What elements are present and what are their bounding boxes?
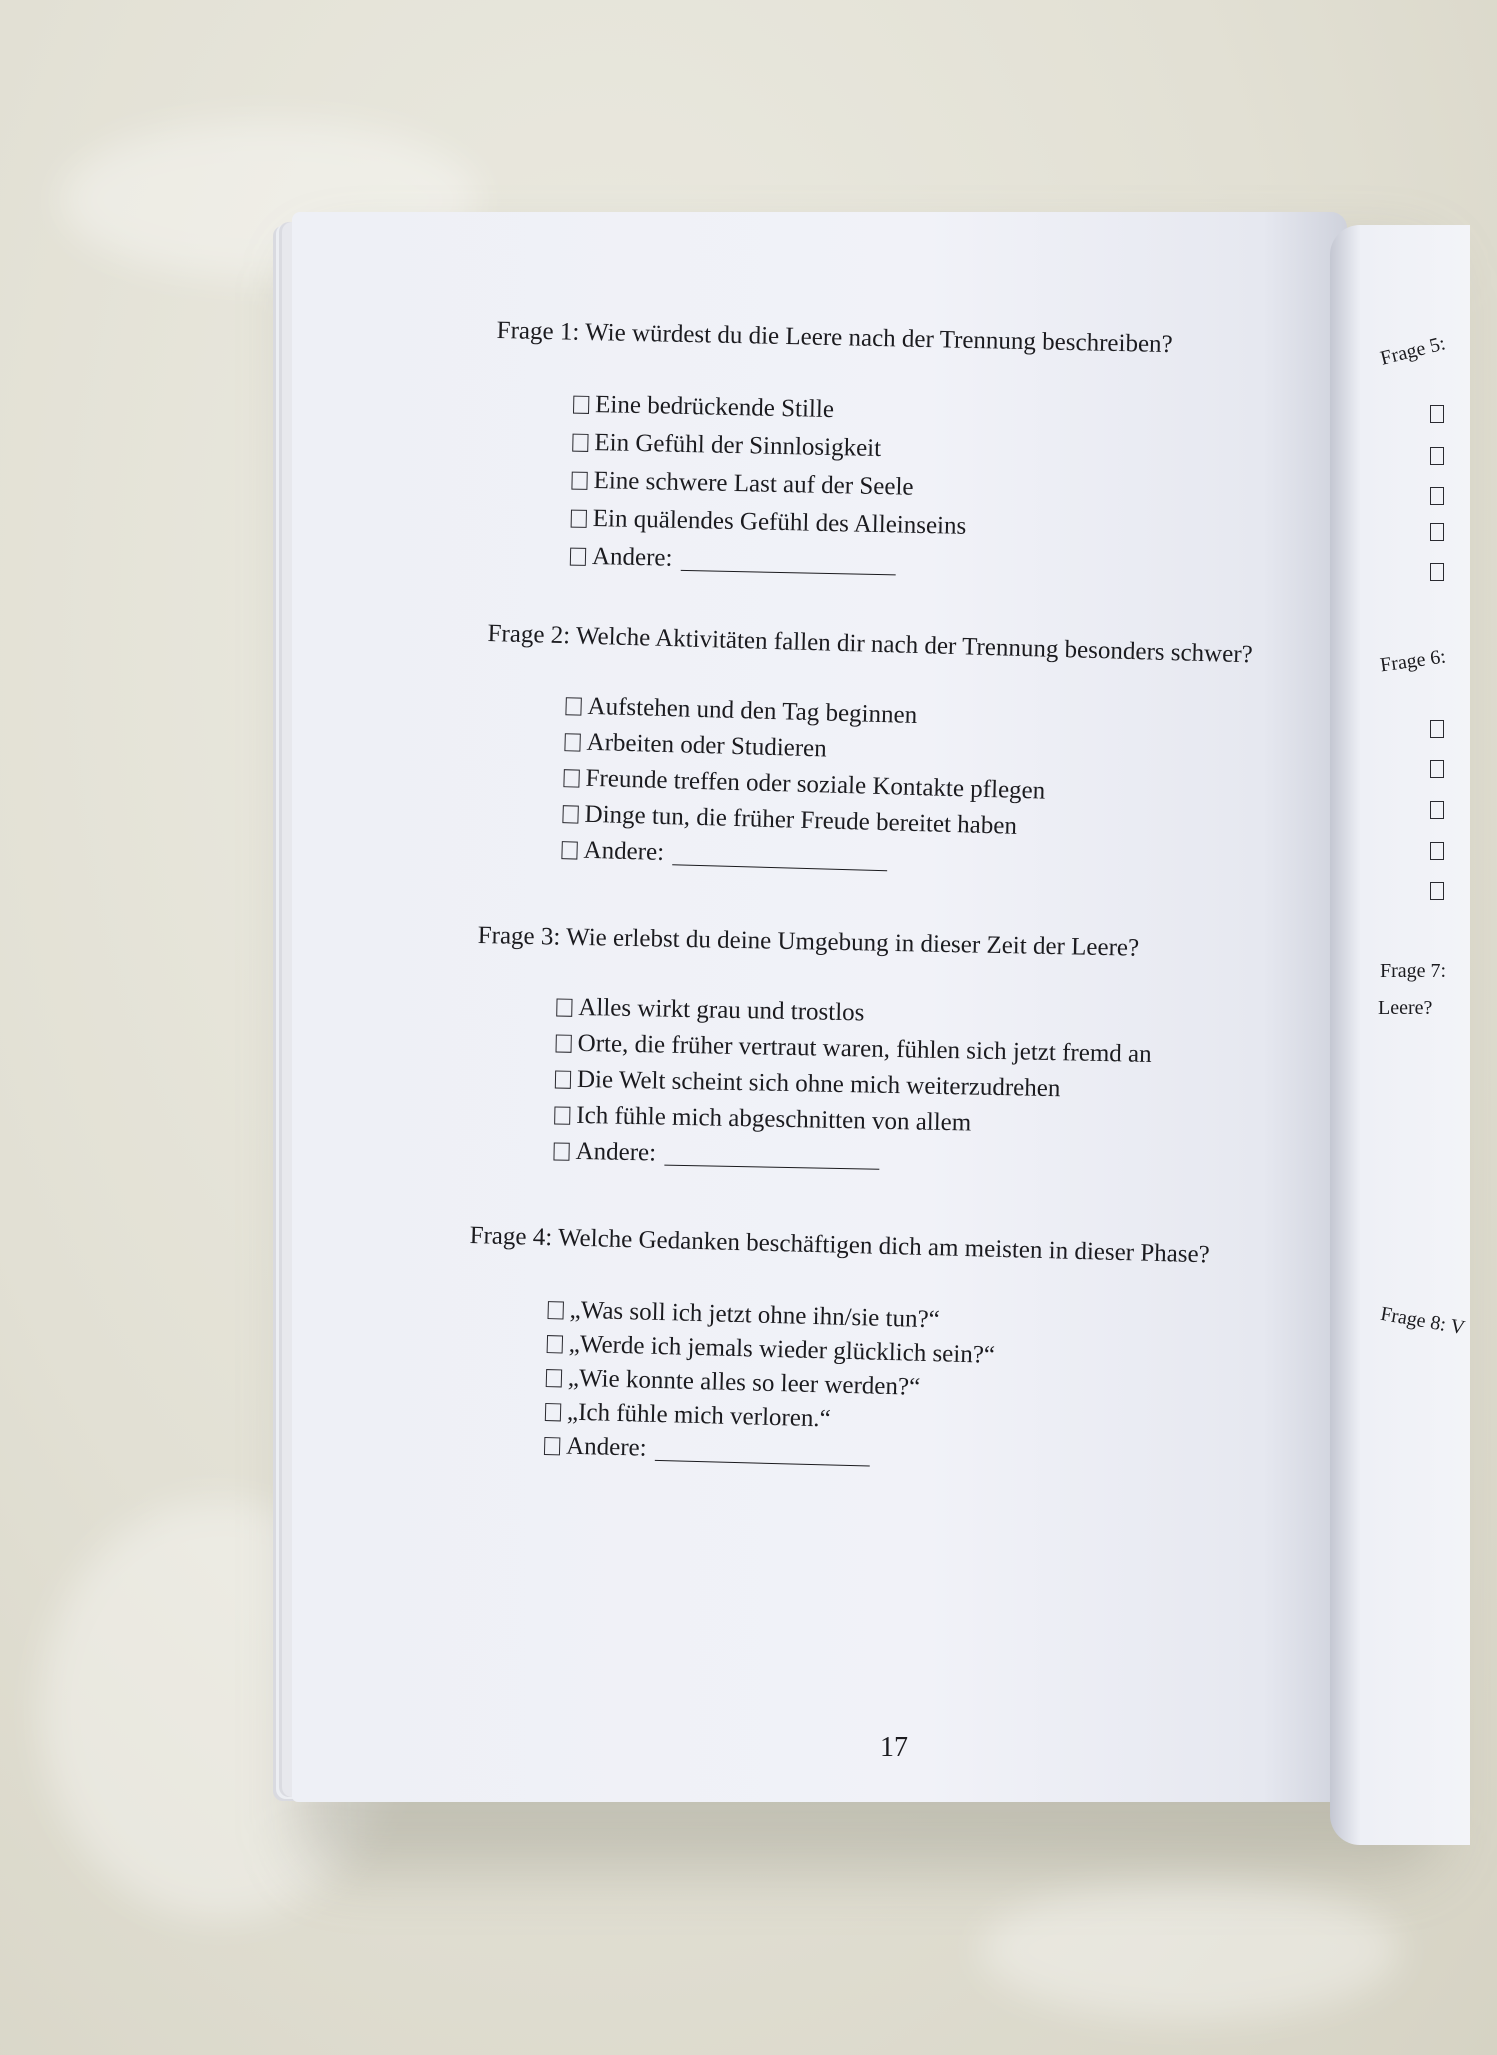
checkbox-icon[interactable] <box>546 1369 562 1387</box>
option[interactable]: Orte, die früher vertraut waren, fühlen sich jetzt fremd an <box>555 1030 1151 1069</box>
question-title: Frage 4: Welche Gedanken beschäftigen dich am meisten in dieser Phase? <box>469 1222 1211 1269</box>
page-number: 17 <box>880 1732 908 1763</box>
checkbox-icon <box>1430 842 1444 860</box>
left-page <box>292 212 1347 1802</box>
option[interactable]: Aufstehen und den Tag beginnen <box>565 692 917 730</box>
checkbox-icon[interactable] <box>565 697 581 715</box>
checkbox-icon[interactable] <box>547 1301 563 1319</box>
option-other[interactable]: Andere: <box>561 836 887 873</box>
question-title: Frage 1: Wie würdest du die Leere nach der Trennung beschreiben? <box>496 317 1173 359</box>
checkbox-icon[interactable] <box>571 510 587 528</box>
option[interactable]: Dinge tun, die früher Freude bereitet haben <box>562 800 1017 841</box>
answer-line[interactable] <box>654 1437 870 1466</box>
checkbox-icon[interactable] <box>544 1437 560 1455</box>
option[interactable]: „Ich fühle mich verloren.“ <box>545 1398 831 1433</box>
right-question-label: Frage 5: <box>1378 332 1448 370</box>
checkbox-icon[interactable] <box>563 769 579 787</box>
option[interactable]: Freunde treffen oder soziale Kontakte pflegen <box>563 764 1045 805</box>
checkbox-icon[interactable] <box>572 434 588 452</box>
option[interactable]: Arbeiten oder Studieren <box>564 728 827 763</box>
right-question-label: Leere? <box>1378 997 1433 1019</box>
option[interactable]: „Wie konnte alles so leer werden?“ <box>546 1364 921 1402</box>
right-page <box>1330 225 1470 1845</box>
fabric-highlight <box>980 1880 1400 2020</box>
option-other[interactable]: Andere: <box>544 1432 870 1469</box>
checkbox-icon <box>1430 405 1444 423</box>
checkbox-icon[interactable] <box>571 472 587 490</box>
checkbox-icon <box>1430 447 1444 465</box>
option-other[interactable]: Andere: <box>570 543 896 578</box>
option[interactable]: Alles wirkt grau und trostlos <box>556 994 865 1028</box>
right-question-label: Frage 6: <box>1378 645 1448 677</box>
checkbox-icon <box>1430 882 1444 900</box>
checkbox-icon[interactable] <box>562 805 578 823</box>
right-question-label: Frage 7: <box>1380 960 1447 982</box>
checkbox-icon <box>1430 720 1444 738</box>
checkbox-icon <box>1430 487 1444 505</box>
checkbox-icon[interactable] <box>564 733 580 751</box>
option[interactable]: Ich fühle mich abgeschnitten von allem <box>554 1102 971 1138</box>
option[interactable]: Eine bedrückende Stille <box>573 391 834 424</box>
checkbox-icon <box>1430 523 1444 541</box>
answer-line[interactable] <box>680 547 895 574</box>
question-title: Frage 3: Wie erlebst du deine Umgebung in dieser Zeit der Leere? <box>477 922 1140 962</box>
question-title: Frage 2: Welche Aktivitäten fallen dir nach der Trennung besonders schwer? <box>487 620 1254 669</box>
right-question-label: Frage 8: V <box>1378 1302 1467 1340</box>
checkbox-icon[interactable] <box>570 548 586 566</box>
option[interactable]: Ein quälendes Gefühl des Alleinseins <box>571 505 967 541</box>
checkbox-icon <box>1430 801 1444 819</box>
checkbox-icon[interactable] <box>554 1107 570 1125</box>
answer-line[interactable] <box>664 1142 879 1169</box>
checkbox-icon[interactable] <box>545 1403 561 1421</box>
option[interactable]: „Werde ich jemals wieder glücklich sein?“ <box>546 1330 995 1370</box>
checkbox-icon[interactable] <box>556 999 572 1017</box>
checkbox-icon[interactable] <box>553 1142 569 1160</box>
checkbox-icon <box>1430 563 1444 581</box>
checkbox-icon[interactable] <box>556 1035 572 1053</box>
answer-line[interactable] <box>672 842 888 871</box>
option[interactable]: Die Welt scheint sich ohne mich weiterzudrehen <box>555 1066 1061 1104</box>
checkbox-icon[interactable] <box>555 1071 571 1089</box>
option-other[interactable]: Andere: <box>553 1137 879 1171</box>
option[interactable]: Ein Gefühl der Sinnlosigkeit <box>572 429 881 463</box>
checkbox-icon[interactable] <box>547 1335 563 1353</box>
checkbox-icon <box>1430 760 1444 778</box>
option[interactable]: „Was soll ich jetzt ohne ihn/sie tun?“ <box>547 1296 940 1334</box>
checkbox-icon[interactable] <box>561 841 577 859</box>
option[interactable]: Eine schwere Last auf der Seele <box>571 467 913 502</box>
checkbox-icon[interactable] <box>573 396 589 414</box>
